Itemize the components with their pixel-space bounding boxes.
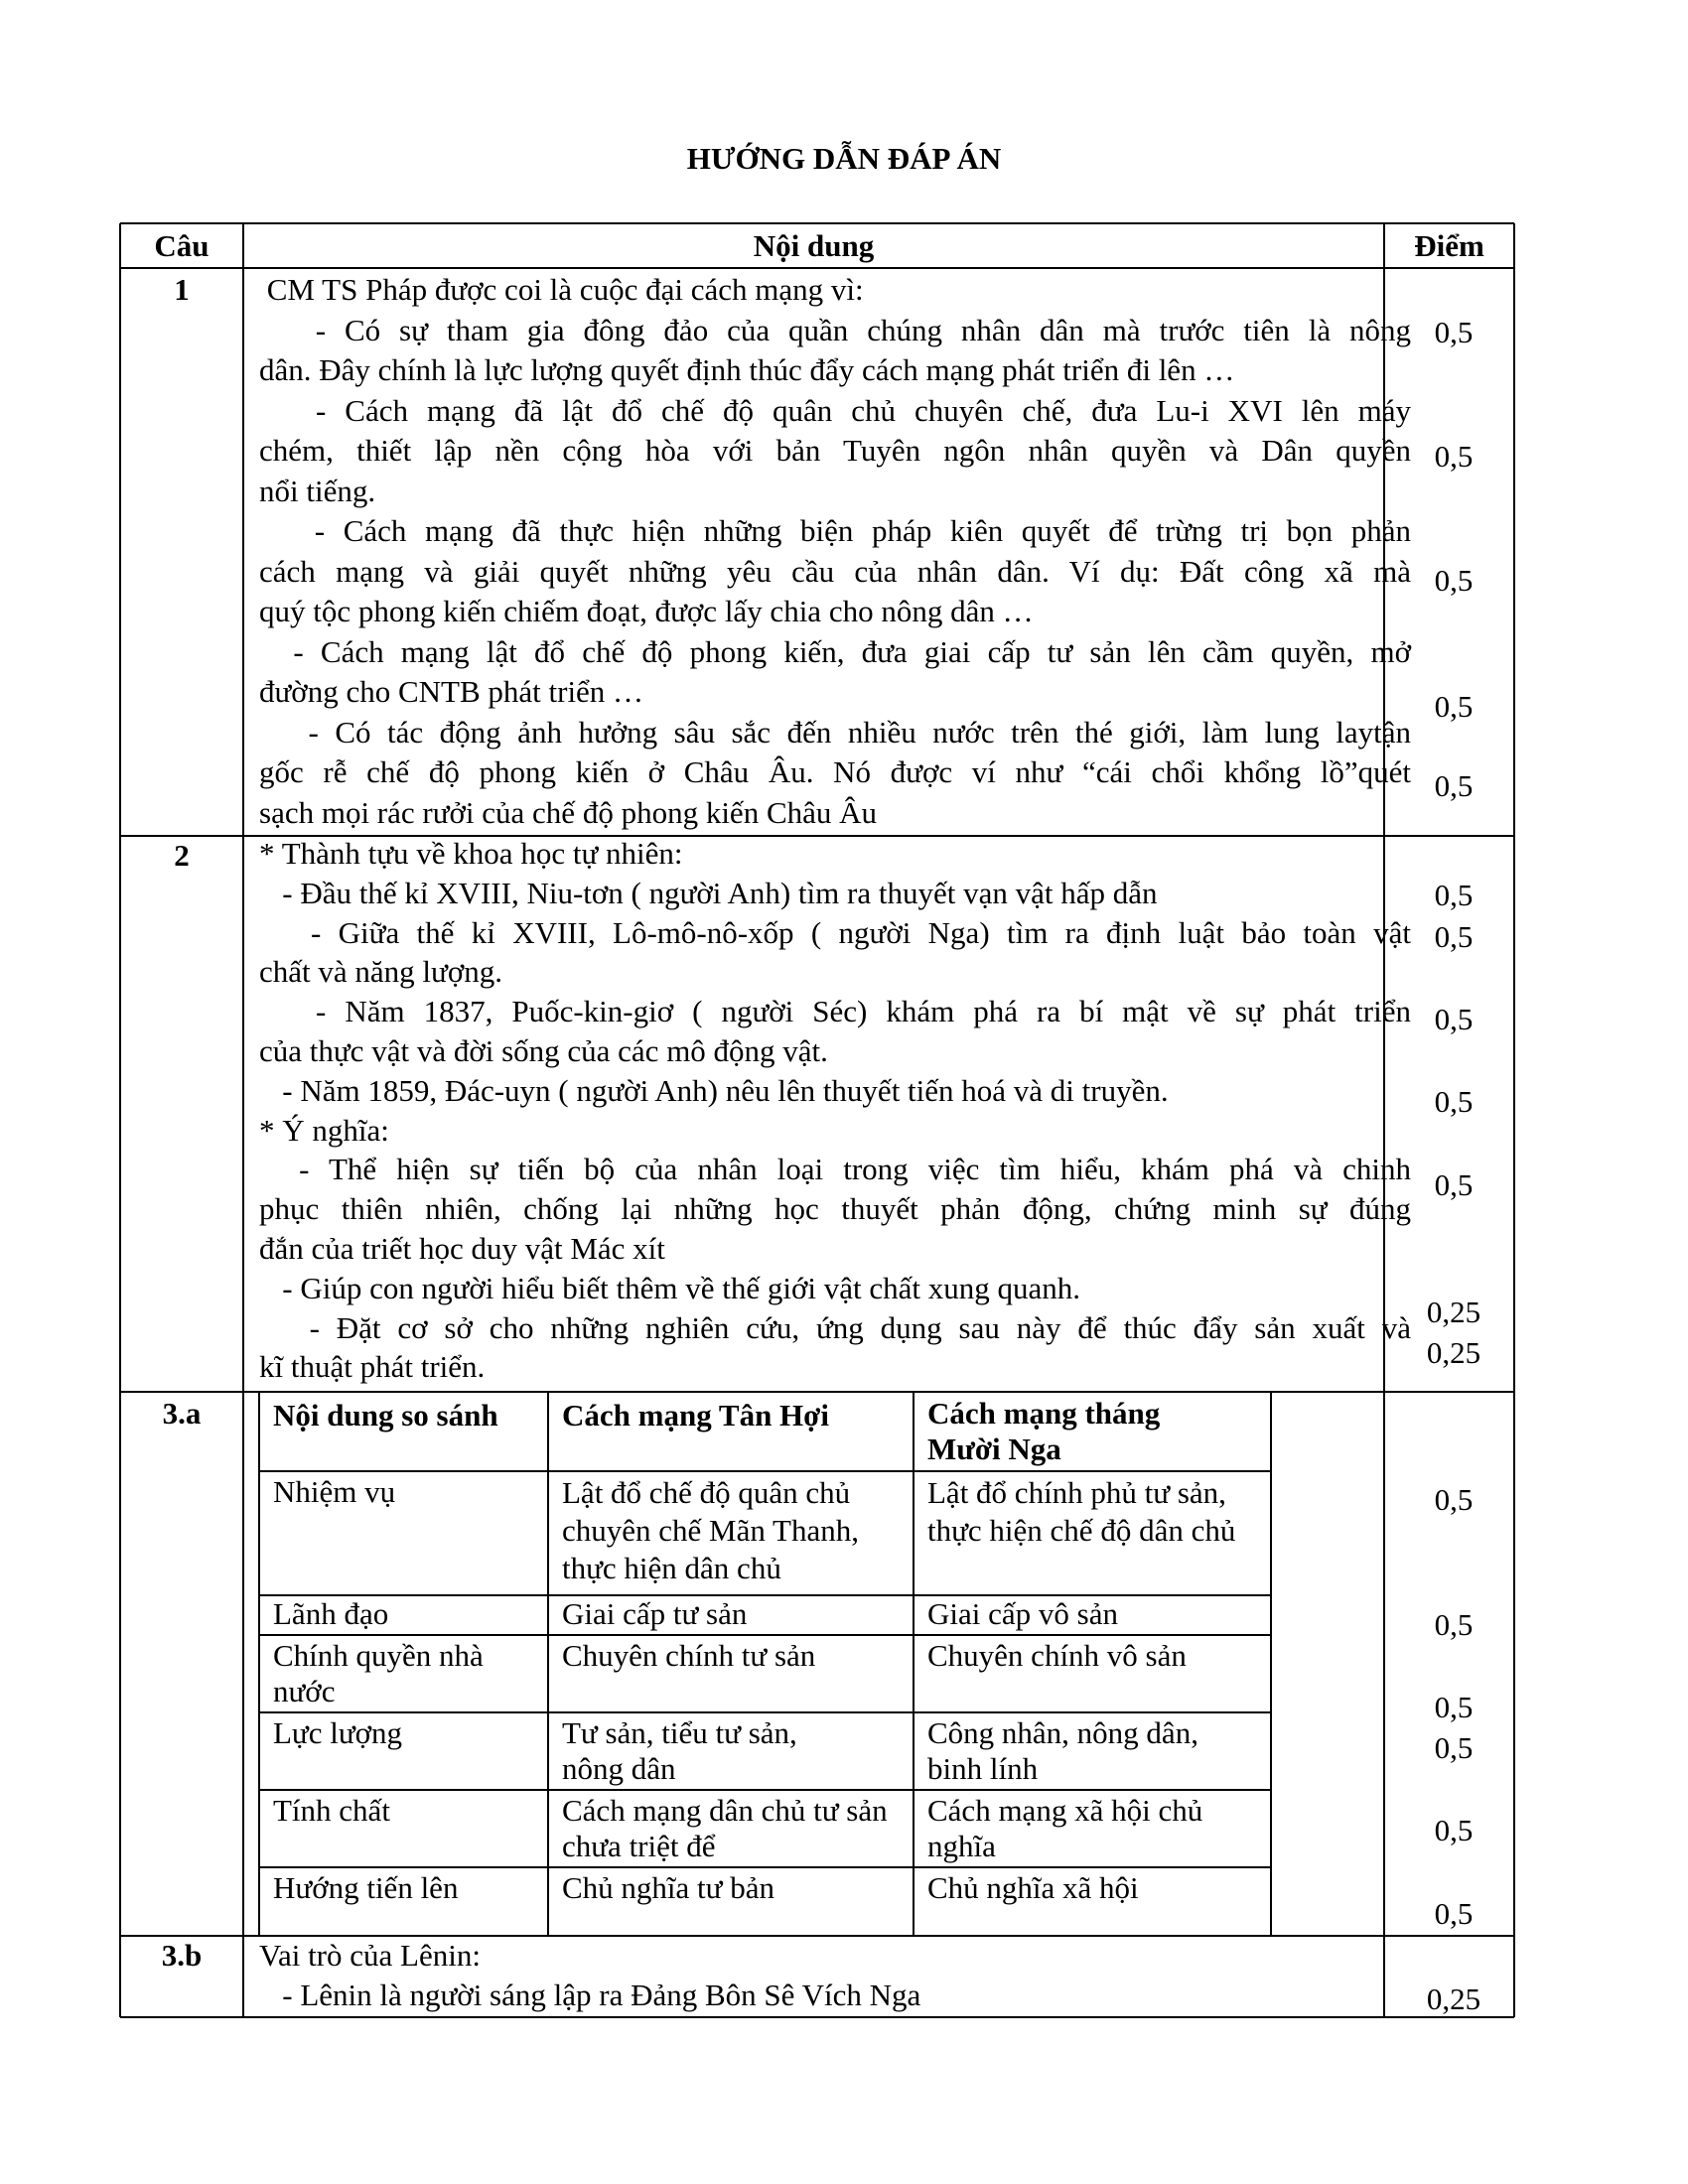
compare-cell: Giai cấp vô sản [927, 1596, 1118, 1631]
compare-cell: Tư sản, tiểu tư sản, nông dân [562, 1715, 797, 1786]
score-value: 0,5 [1434, 919, 1474, 954]
score-value: 0,5 [1434, 1690, 1474, 1724]
question-1-content [259, 270, 1411, 833]
question-label-1: 1 [174, 272, 190, 307]
compare-cell: Giai cấp tư sản [562, 1596, 748, 1631]
compare-cell: Hướng tiến lên [273, 1870, 459, 1905]
score-value: 0,5 [1434, 1482, 1474, 1517]
score-value: 0,5 [1434, 563, 1474, 598]
score-value: 0,5 [1434, 1167, 1474, 1202]
compare-cell: Lật đổ chế độ quân chủ chuyên chế Mãn Thanh, thực hiện dân chủ [562, 1475, 859, 1585]
compare-cell: Lãnh đạo [273, 1596, 389, 1631]
text-line: * Ý nghĩa: [259, 1112, 389, 1148]
score-value: 0,25 [1426, 1981, 1481, 2016]
compare-cell: Chuyên chính tư sản [562, 1638, 816, 1673]
text-line: sạch mọi rác rưởi của chế độ phong kiến Châu Âu [259, 794, 878, 830]
text-line: - Đầu thế kỉ XVIII, Niu-tơn ( người Anh) tìm ra thuyết vạn vật hấp dẫn [259, 875, 1158, 910]
text-line: kĩ thuật phát triển. [259, 1349, 486, 1385]
text-line: - Năm 1859, Đác-uyn ( người Anh) nêu lên thuyết tiến hoá và di truyền. [259, 1072, 1169, 1108]
text-line: - Thể hiện sự tiến bộ của nhân loại trong việc tìm hiểu, khám phá và chinh [259, 1152, 1411, 1187]
compare-cell: Tính chất [273, 1793, 390, 1828]
score-value: 0,5 [1434, 689, 1474, 724]
compare-header-criteria: Nội dung so sánh [273, 1398, 498, 1433]
compare-cell: Công nhân, nông dân, binh lính [927, 1715, 1198, 1786]
header-diem: Điểm [1414, 228, 1484, 263]
compare-cell: Chủ nghĩa xã hội [927, 1870, 1139, 1905]
text-line: - Cách mạng đã thực hiện những biện pháp kiên quyết để trừng trị bọn phản [259, 513, 1411, 548]
score-value: 0,25 [1426, 1295, 1481, 1329]
text-line: - Lênin là người sáng lập ra Đảng Bôn Sê Vích Nga [259, 1978, 921, 2012]
compare-cell: Lật đổ chính phủ tư sản, thực hiện chế độ dân chủ [927, 1475, 1236, 1548]
text-line: - Giúp con người hiểu biết thêm về thế giới vật chất xung quanh. [259, 1270, 1080, 1305]
score-value: 0,5 [1434, 1002, 1474, 1036]
score-value: 0,5 [1434, 1813, 1474, 1847]
text-line: - Năm 1837, Puốc-kin-giơ ( người Séc) khám phá ra bí mật về sự phát triển [259, 994, 1411, 1029]
score-value: 0,5 [1434, 1607, 1474, 1642]
compare-header-tan-hoi: Cách mạng Tân Hợi [562, 1398, 829, 1433]
compare-header-thang-muoi: Cách mạng tháng Mười Nga [927, 1396, 1161, 1466]
score-value: 0,5 [1434, 878, 1474, 912]
compare-cell: Lực lượng [273, 1715, 403, 1750]
header-noi-dung: Nội dung [753, 228, 875, 263]
score-value: 0,25 [1426, 1335, 1481, 1370]
compare-cell: Chính quyền nhà nước [273, 1638, 484, 1708]
text-line: chất và năng lượng. [259, 954, 502, 990]
question-label-3b: 3.b [161, 1938, 203, 1973]
text-line: quý tộc phong kiến chiếm đoạt, được lấy chia cho nông dân … [259, 594, 1034, 628]
score-value: 0,5 [1434, 439, 1474, 474]
text-line: * Thành tựu về khoa học tự nhiên: [259, 836, 683, 871]
text-line: của thực vật và đời sống của các mô động vật. [259, 1032, 828, 1068]
text-line: - Có tác động ảnh hưởng sâu sắc đến nhiều nước trên thé giới, làm lung laytận [259, 714, 1411, 750]
text-line: - Cách mạng đã lật đổ chế độ quân chủ chuyên chế, đưa Lu-i XVI lên máy [259, 392, 1411, 428]
question-2-content [259, 834, 1411, 1387]
header-cau: Câu [154, 228, 210, 263]
score-value: 0,5 [1434, 768, 1474, 803]
text-line: gốc rễ chế độ phong kiến ở Châu Âu. Nó được ví như “cái chổi khổng lồ”quét [259, 754, 1411, 789]
text-line: Vai trò của Lênin: [259, 1938, 481, 1973]
score-value: 0,5 [1434, 1084, 1474, 1119]
compare-cell: Cách mạng dân chủ tư sản chưa triệt để [562, 1793, 888, 1863]
compare-cell: Cách mạng xã hội chủ nghĩa [927, 1793, 1203, 1863]
compare-cell: Chuyên chính vô sản [927, 1638, 1187, 1673]
question-label-2: 2 [174, 838, 190, 873]
text-line: CM TS Pháp được coi là cuộc đại cách mạng vì: [259, 272, 864, 307]
text-line: đắn của triết học duy vật Mác xít [259, 1230, 665, 1266]
text-line: - Cách mạng lật đổ chế độ phong kiến, đưa giai cấp tư sản lên cầm quyền, mở [259, 633, 1411, 669]
text-line: phục thiên nhiên, chống lại những học thuyết phản động, chứng minh sự đúng [259, 1191, 1411, 1227]
text-line: - Giữa thế kỉ XVIII, Lô-mô-nô-xốp ( người Nga) tìm ra định luật bảo toàn vật [259, 914, 1411, 950]
compare-cell: Chủ nghĩa tư bản [562, 1870, 774, 1905]
score-value: 0,5 [1434, 1730, 1474, 1765]
text-line: đường cho CNTB phát triển … [259, 674, 644, 709]
page-title: HƯỚNG DẪN ĐÁP ÁN [686, 141, 1002, 176]
compare-cell: Nhiệm vụ [273, 1474, 396, 1509]
question-label-3a: 3.a [162, 1396, 202, 1431]
score-value: 0,5 [1434, 1896, 1474, 1931]
text-line: - Đặt cơ sở cho những nghiên cứu, ứng dụng sau này để thúc đẩy sản xuất và [259, 1309, 1411, 1345]
score-value: 0,5 [1434, 315, 1474, 349]
text-line: chém, thiết lập nền cộng hòa với bản Tuyên ngôn nhân quyền và Dân quyền [259, 433, 1411, 468]
text-line: - Có sự tham gia đông đảo của quần chúng nhân dân mà trước tiên là nông [259, 312, 1411, 347]
text-line: nổi tiếng. [259, 473, 376, 508]
text-line: dân. Đây chính là lực lượng quyết định thúc đẩy cách mạng phát triển đi lên … [259, 352, 1235, 387]
text-line: cách mạng và giải quyết những yêu cầu của nhân dân. Ví dụ: Đất công xã mà [259, 553, 1411, 589]
